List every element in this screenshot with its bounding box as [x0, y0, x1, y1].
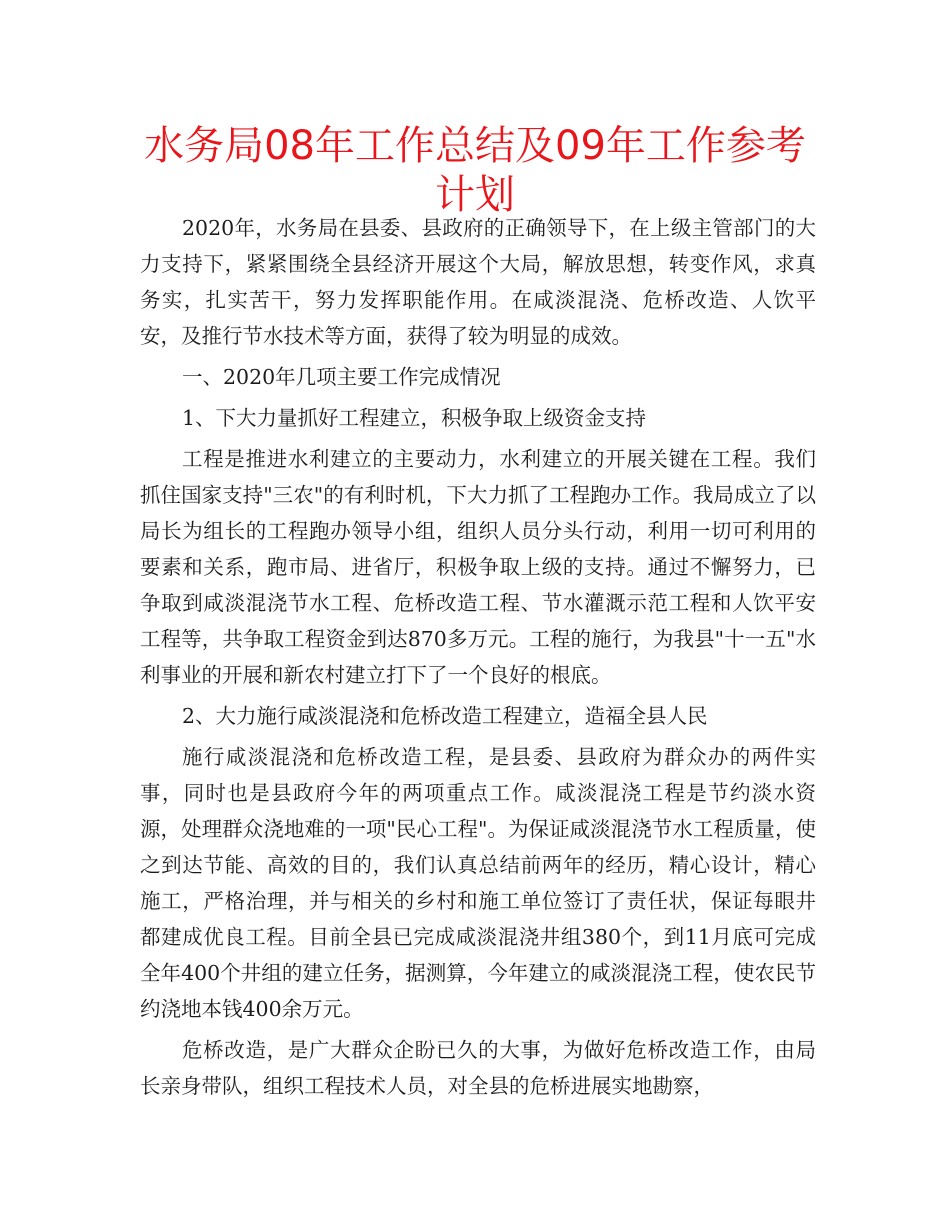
section-heading: 一、2020年几项主要工作完成情况 — [182, 365, 501, 389]
paragraph-intro: 2020年，水务局在县委、县政府的正确领导下，在上级主管部门的大力支持下，紧紧围绕全县经济开展这个大局，解放思想，转变作风，求真务实，扎实苦干，努力发挥职能作用。在咸淡混浇、危桥改造、人饮平安，及推行节水技术等方面，获得了较为明显的成效。 — [140, 216, 816, 348]
paragraph: 危桥改造，是广大群众企盼已久的大事，为做好危桥改造工作，由局长亲身带队，组织工程技术人员，对全县的危桥进展实地勘察， — [140, 1038, 816, 1098]
paragraph: 施行咸淡混浇和危桥改造工程，是县委、县政府为群众办的两件实事，同时也是县政府今年的两项重点工作。咸淡混浇工程是节约淡水资源，处理群众浇地难的一项"民心工程"。为保证咸淡混浇节水工程质量，使之到达节能、高效的目的，我们认真总结前两年的经历，精心设计，精心施工，严格治理，并与相关的乡村和施工单位签订了责任状，保证每眼井都建成优良工程。目前全县已完成咸淡混浇井组380个，到11月底可完成全年400个井组的建立任务，据测算，今年建立的咸淡混浇工程，使农民节约浇地本钱400余万元。 — [140, 745, 816, 1021]
document-body — [140, 210, 816, 1104]
document-title: 水务局08年工作总结及09年工作参考计划 — [144, 123, 806, 218]
subsection-heading: 1、下大力量抓好工程建立，积极争取上级资金支持 — [182, 406, 647, 430]
paragraph: 工程是推进水利建立的主要动力，水利建立的开展关键在工程。我们抓住国家支持"三农"的有利时机，下大力抓了工程跑办工作。我局成立了以局长为组长的工程跑办领导小组，组织人员分头行动，利用一切可利用的要素和关系，跑市局、进省厅，积极争取上级的支持。通过不懈努力，已争取到咸淡混浇节水工程、危桥改造工程、节水灌溉示范工程和人饮平安工程等，共争取工程资金到达870多万元。工程的施行，为我县"十一五"水利事业的开展和新农村建立打下了一个良好的根底。 — [140, 447, 816, 687]
subsection-heading: 2、大力施行咸淡混浇和危桥改造工程建立，造福全县人民 — [182, 704, 708, 728]
